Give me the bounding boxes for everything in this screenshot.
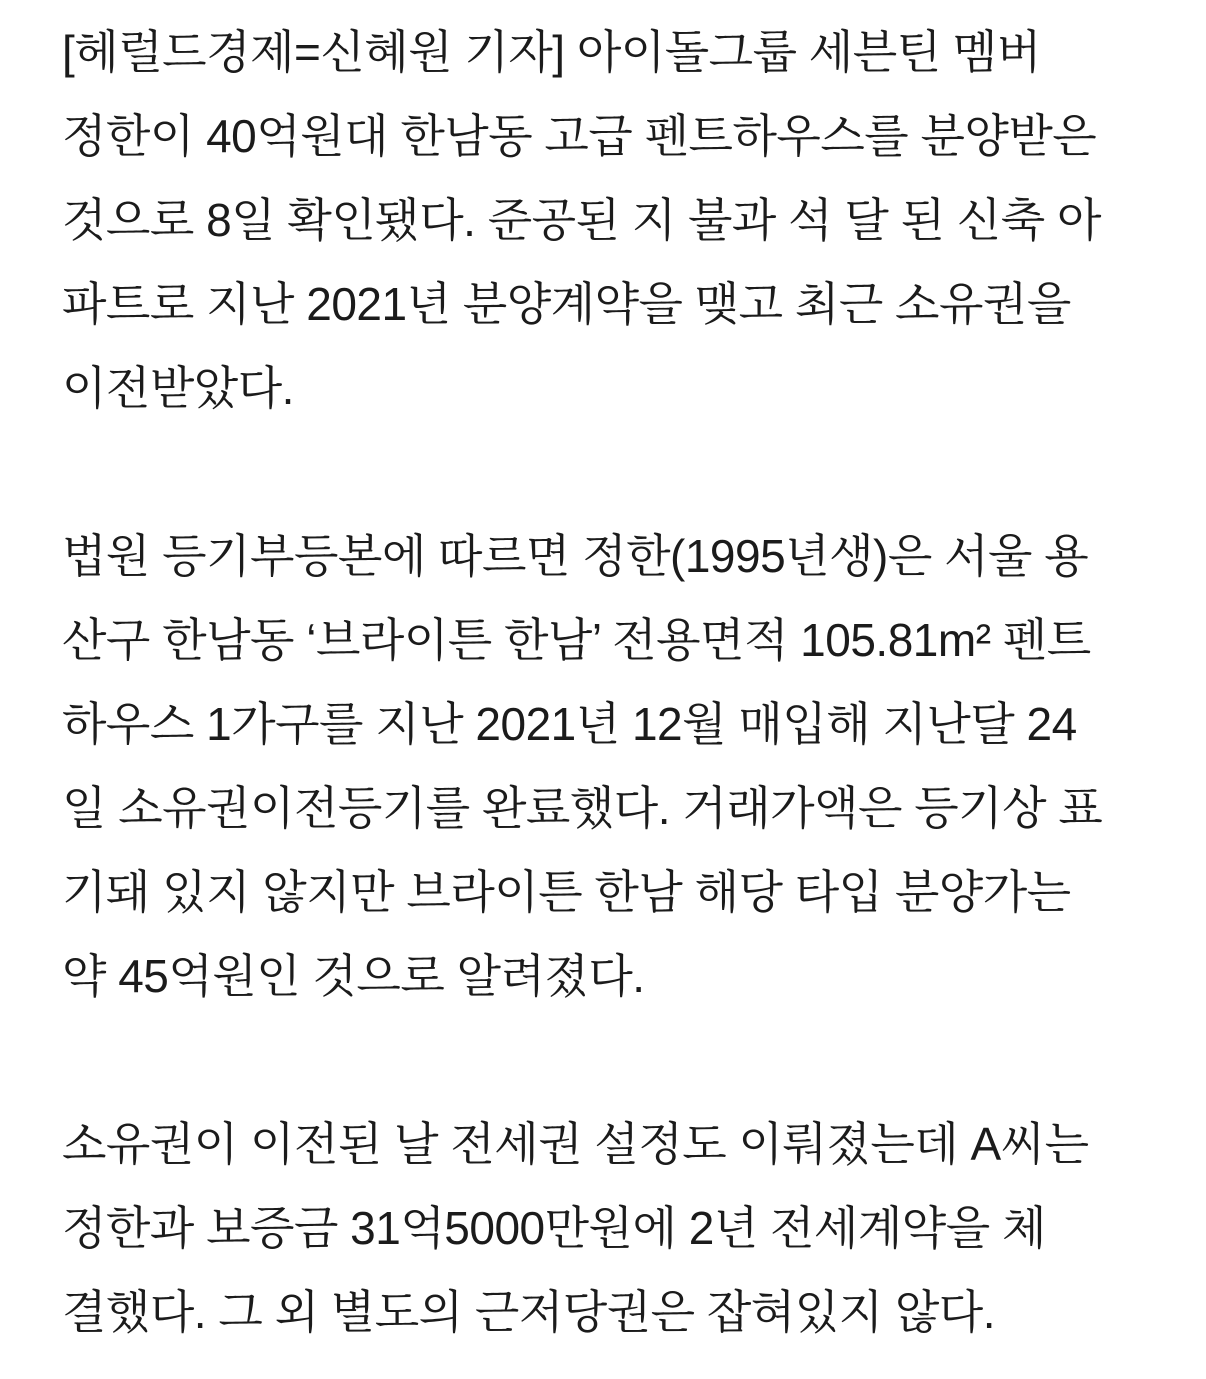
article-line: 정한과 보증금 31억5000만원에 2년 전세계약을 체: [62, 1202, 1046, 1254]
article-line: 이전받았다.: [62, 362, 294, 414]
article-line: 결했다. 그 외 별도의 근저당권은 잡혀있지 않다.: [62, 1286, 996, 1338]
article-line: 기돼 있지 않지만 브라이튼 한남 해당 타입 분양가는: [62, 866, 1071, 918]
article-line: 것으로 8일 확인됐다. 준공된 지 불과 석 달 된 신축 아: [62, 194, 1101, 246]
article-paragraph: [62, 10, 1148, 430]
article-line: [헤럴드경제=신혜원 기자] 아이돌그룹 세븐틴 멤버: [62, 26, 1041, 78]
article-line: 소유권이 이전된 날 전세권 설정도 이뤄졌는데 A씨는: [62, 1118, 1089, 1170]
article-line: 일 소유권이전등기를 완료했다. 거래가액은 등기상 표: [62, 782, 1103, 834]
article-paragraph: [62, 1102, 1148, 1354]
article-line: 약 45억원인 것으로 알려졌다.: [62, 950, 645, 1002]
article-line: 파트로 지난 2021년 분양계약을 맺고 최근 소유권을: [62, 278, 1071, 330]
article-line: 법원 등기부등본에 따르면 정한(1995년생)은 서울 용: [62, 530, 1089, 582]
article-line: 산구 한남동 ‘브라이튼 한남’ 전용면적 105.81m² 펜트: [62, 614, 1091, 666]
article-line: 하우스 1가구를 지난 2021년 12월 매입해 지난달 24: [62, 698, 1077, 750]
article-paragraph: [62, 514, 1148, 1018]
article-line: 정한이 40억원대 한남동 고급 펜트하우스를 분양받은: [62, 110, 1097, 162]
